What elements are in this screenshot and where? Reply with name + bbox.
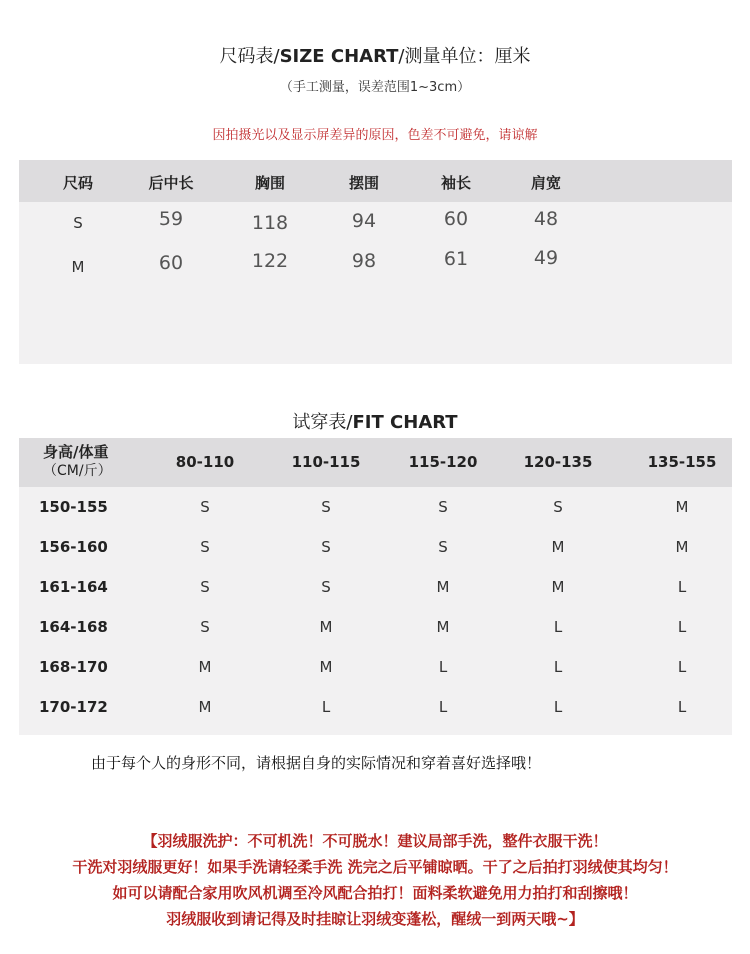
fit-chart-cell: M [319,658,333,676]
color-difference-note: 因拍摄光以及显示屏差异的原因，色差不可避免，请谅解 [212,128,538,143]
fit-chart-cell: S [321,578,331,596]
size-chart-cell: 49 [533,247,559,269]
fit-chart-cell: S [200,538,210,556]
fit-chart-cell: S [200,498,210,516]
fit-chart-header-cell: 110-115 [291,453,361,471]
size-chart-header-cell: 肩宽 [530,174,562,192]
fit-chart-cell: M [551,538,565,556]
fit-chart-header-label: 身高/体重 [43,443,109,461]
fit-chart-title [0,408,750,434]
fit-chart-cell: S [321,498,331,516]
fit-chart-cell: S [438,538,448,556]
fit-chart-table [19,438,732,735]
fit-chart-cell: L [438,658,448,676]
fit-chart-cell: M [551,578,565,596]
size-chart-header-cell: 袖长 [440,174,472,192]
fit-chart-title-bold: FIT CHART [352,412,458,433]
fit-chart-title-prefix: 试穿表/ [292,412,353,433]
size-chart-table [19,160,732,364]
fit-chart-cell: M [675,538,689,556]
size-chart-size-label: M [71,258,85,276]
fit-chart-header-unit: （CM/斤） [43,463,112,479]
size-chart-title [0,42,750,68]
fit-chart-header-cell: 115-120 [408,453,478,471]
fit-chart-header-cell: 120-135 [523,453,593,471]
size-chart-title-prefix: 尺码表/ [219,46,280,67]
fit-chart-cell: L [677,658,687,676]
fit-chart-cell: M [198,658,212,676]
fit-chart-row-label: 170-172 [39,698,108,716]
size-chart-cell: 118 [251,212,289,234]
size-chart-header-cell: 胸围 [254,174,286,192]
care-instruction-line: 【羽绒服洗护：不可机洗！不可脱水！建议局部手洗，整件衣服干洗！ [142,832,608,850]
fit-chart-cell: M [198,698,212,716]
fit-chart-header-height-weight [43,443,112,481]
fit-chart-row-label: 156-160 [39,538,108,556]
size-chart-cell: 61 [443,248,469,270]
fit-chart-cell: L [553,698,563,716]
care-instruction-line: 干洗对羽绒服更好！如果手洗请轻柔手洗 洗完之后平铺晾晒。干了之后拍打羽绒使其均匀！ [72,858,678,876]
size-chart-cell: 48 [533,208,559,230]
fit-chart-header-row [19,438,732,487]
fit-chart-cell: L [677,578,687,596]
fit-chart-cell: M [436,618,450,636]
size-chart-subtitle: （手工测量，误差范围1~3cm） [279,80,471,95]
fit-chart-cell: L [438,698,448,716]
care-instruction-line: 如可以请配合家用吹风机调至冷风配合拍打！面料柔软避免用力拍打和刮擦哦！ [112,884,638,902]
fit-chart-row-label: 150-155 [39,498,108,516]
fit-chart-row-label: 168-170 [39,658,108,676]
fit-chart-cell: L [553,618,563,636]
size-chart-header-row [19,160,732,202]
fit-chart-cell: L [553,658,563,676]
size-chart-cell: 122 [251,250,289,272]
size-chart-title-bold: SIZE CHART [279,46,399,67]
fit-chart-header-cell: 80-110 [175,453,235,471]
size-chart-header-cell: 摆围 [348,174,380,192]
size-chart-cell: 60 [443,208,469,230]
fit-chart-row-label: 161-164 [39,578,108,596]
size-chart-cell: 98 [351,250,377,272]
fit-chart-cell: M [319,618,333,636]
size-chart-cell: 60 [158,252,184,274]
fit-chart-note: 由于每个人的身形不同，请根据自身的实际情况和穿着喜好选择哦！ [91,754,542,772]
fit-chart-cell: L [321,698,331,716]
fit-chart-header-cell: 135-155 [647,453,717,471]
fit-chart-cell: M [436,578,450,596]
fit-chart-cell: S [200,578,210,596]
care-instruction-line: 羽绒服收到请记得及时挂晾让羽绒变蓬松，醒绒一到两天哦~】 [166,910,584,928]
fit-chart-cell: L [677,698,687,716]
fit-chart-cell: M [675,498,689,516]
size-chart-cell: 59 [158,208,184,230]
size-chart-cell: 94 [351,210,377,232]
fit-chart-cell: S [321,538,331,556]
fit-chart-cell: S [200,618,210,636]
fit-chart-row-label: 164-168 [39,618,108,636]
fit-chart-cell: S [438,498,448,516]
fit-chart-cell: S [553,498,563,516]
size-chart-header-cell: 尺码 [62,174,94,192]
size-chart-header-cell: 后中长 [148,174,194,192]
fit-chart-cell: L [677,618,687,636]
size-chart-size-label: S [73,214,83,232]
size-chart-title-suffix: /测量单位：厘米 [398,46,531,67]
